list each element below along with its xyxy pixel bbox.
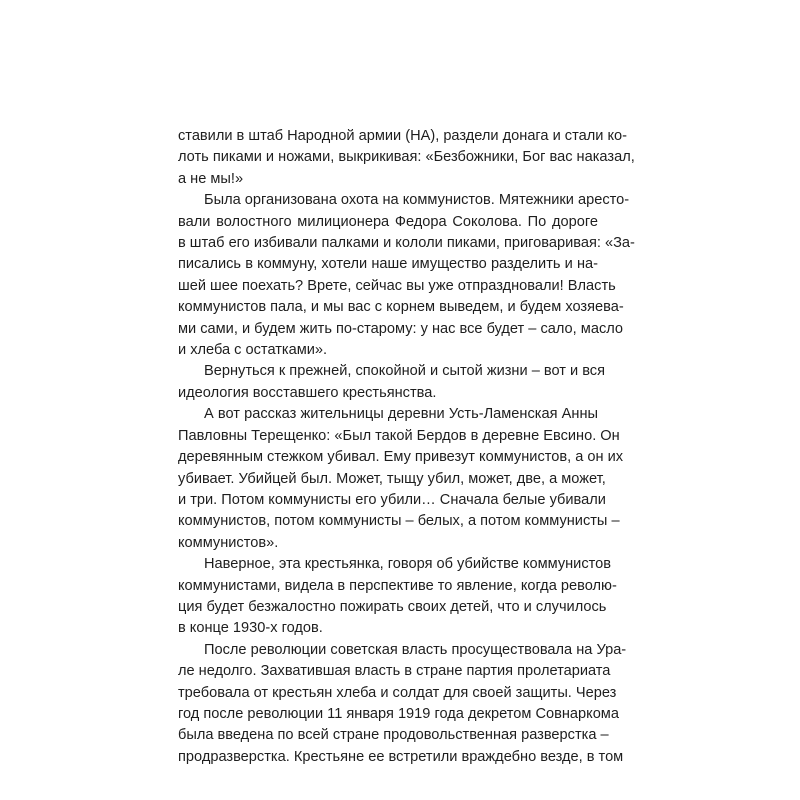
text-line: А вот рассказ жительницы деревни Усть-Ламенская Анны — [204, 406, 598, 423]
text-line: ми сами, и будем жить по-старому: у нас все будет – сало, масло — [178, 320, 624, 337]
text-line: в штаб его избивали палками и кололи пиками, приговаривая: «За- — [178, 235, 635, 252]
text-line: и хлеба с остатками». — [178, 342, 328, 359]
paragraph — [178, 640, 627, 768]
text-line: Была организована охота на коммунистов. Мятежники aресто- — [204, 192, 630, 209]
text-line: была введена по всей стране продовольственная разверстка – — [178, 727, 609, 744]
text-line: а не мы!» — [178, 170, 244, 187]
text-line: Павловны Терещенко: «Был такой Бердов в деревне Евсино. Он — [178, 427, 620, 444]
paragraph — [178, 404, 624, 554]
text-line: убивает. Убийцей был. Может, тыщу убил, может, две, а может, — [178, 470, 606, 487]
text-line: продразверстка. Крестьяне ее встретили враждебно везде, в том — [178, 748, 624, 765]
text-line: ле недолго. Захватившая власть в стране партия пролетариата — [178, 663, 611, 680]
text-line: год после революции 11 января 1919 года декретом Совнаркома — [178, 705, 619, 722]
paragraph — [178, 361, 605, 404]
paragraph — [178, 190, 635, 361]
text-line: коммунистов пала, и мы вас с корнем выведем, и будем хозяева- — [178, 299, 624, 316]
text-line: ция будет безжалостно пожирать своих детей, что и случилось — [178, 598, 607, 615]
paragraph — [178, 126, 635, 190]
page-text — [178, 126, 635, 768]
text-line: требовала от крестьян хлеба и солдат для своей защиты. Через — [178, 684, 617, 701]
text-line: После революции советская власть просуществовала на Ура- — [204, 641, 627, 658]
paragraph — [178, 554, 617, 640]
text-line: ставили в штаб Народной армии (НА), раздели донага и стали ко- — [178, 128, 627, 144]
text-line: шей шее поехать? Врете, сейчас вы уже отпраздновали! Власть — [178, 277, 616, 294]
text-line: коммунистами, видела в перспективе то явление, когда револю- — [178, 577, 617, 594]
text-line: коммунистов». — [178, 534, 279, 551]
text-line: Наверное, эта крестьянка, говоря об убийстве коммунистов — [204, 556, 612, 573]
text-line: лоть пиками и ножами, выкрикивая: «Безбожники, Бог вас наказал, — [178, 149, 635, 166]
text-line: Вернуться к прежней, спокойной и сытой жизни – вот и вся — [204, 363, 605, 380]
text-line: и три. Потом коммунисты его убили… Сначала белые убивали — [178, 491, 606, 508]
text-line: в конце 1930-х годов. — [178, 620, 323, 637]
text-line: вали волостного милиционера Федора Соколова. По дороге — [178, 213, 598, 230]
text-line: писались в коммуну, хотели наше имущество разделить и на- — [178, 256, 598, 273]
text-line: идеология восставшего крестьянства. — [178, 384, 437, 401]
text-line: коммунистов, потом коммунисты – белых, а потом коммунисты – — [178, 513, 620, 530]
text-line: деревянным стежком убивал. Ему привезут коммунистов, а он их — [178, 449, 624, 466]
